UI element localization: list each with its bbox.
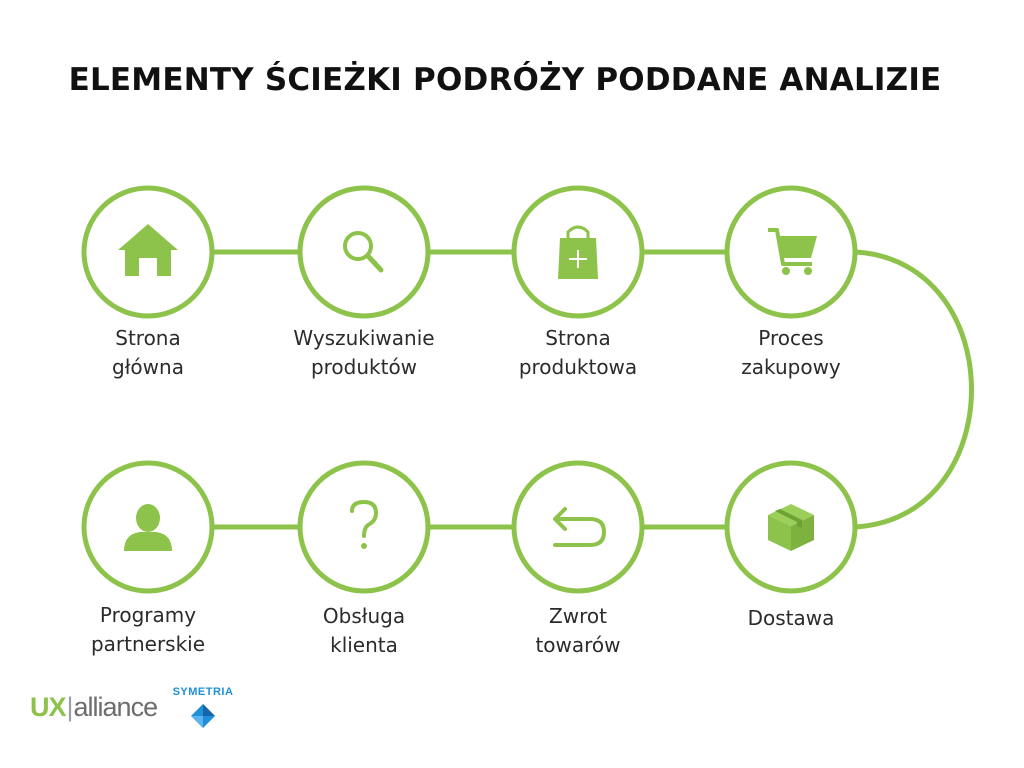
step-label-line: produktów xyxy=(310,355,418,379)
uxalliance-logo-alliance: alliance xyxy=(73,692,158,722)
question-mark-dot xyxy=(361,543,367,549)
step-label-product xyxy=(483,324,673,382)
step-label-line: Wyszukiwanie xyxy=(293,326,435,350)
connector-arc xyxy=(856,252,972,527)
step-label-line: towarów xyxy=(535,633,621,657)
step-label-line: Strona xyxy=(115,326,181,350)
step-label-line: Zwrot xyxy=(549,604,607,628)
step-label-search xyxy=(269,324,459,382)
step-label-line: Obsługa xyxy=(322,604,406,628)
step-label-line: Dostawa xyxy=(747,606,835,630)
page-title: ELEMENTY ŚCIEŻKI PODRÓŻY PODDANE ANALIZIE xyxy=(68,62,942,98)
question-mark-icon xyxy=(352,502,376,536)
symetria-diamond-icon xyxy=(189,702,217,730)
step-label-line: główna xyxy=(112,355,184,379)
return-arrow-icon xyxy=(555,509,604,545)
step-label-line: Proces xyxy=(758,326,824,350)
shopping-cart-icon xyxy=(768,230,817,275)
step-label-returns xyxy=(483,602,673,660)
step-circle-returns xyxy=(514,463,642,591)
uxalliance-logo-separator: | xyxy=(66,692,73,722)
symetria-logo xyxy=(166,686,240,734)
step-label-delivery xyxy=(696,604,886,633)
home-icon xyxy=(118,224,178,276)
step-label-line: partnerskie xyxy=(90,632,206,656)
step-label-support xyxy=(269,602,459,660)
step-label-home xyxy=(53,324,243,382)
step-label-line: produktowa xyxy=(518,355,638,379)
step-label-affiliate xyxy=(53,601,243,659)
step-label-line: Programy xyxy=(99,603,197,627)
user-icon xyxy=(124,504,172,551)
shopping-bag-plus-icon xyxy=(558,227,598,279)
package-box-icon xyxy=(768,504,814,551)
step-label-line: zakupowy xyxy=(741,355,841,379)
symetria-logo-name: SYMETRIA xyxy=(172,686,234,698)
step-label-checkout xyxy=(696,324,886,382)
search-icon xyxy=(345,233,381,270)
uxalliance-logo xyxy=(30,692,157,724)
step-label-line: Strona xyxy=(545,326,611,350)
step-circle-search xyxy=(300,188,428,316)
step-label-line: klienta xyxy=(330,633,398,657)
uxalliance-logo-ux: UX xyxy=(30,692,66,722)
